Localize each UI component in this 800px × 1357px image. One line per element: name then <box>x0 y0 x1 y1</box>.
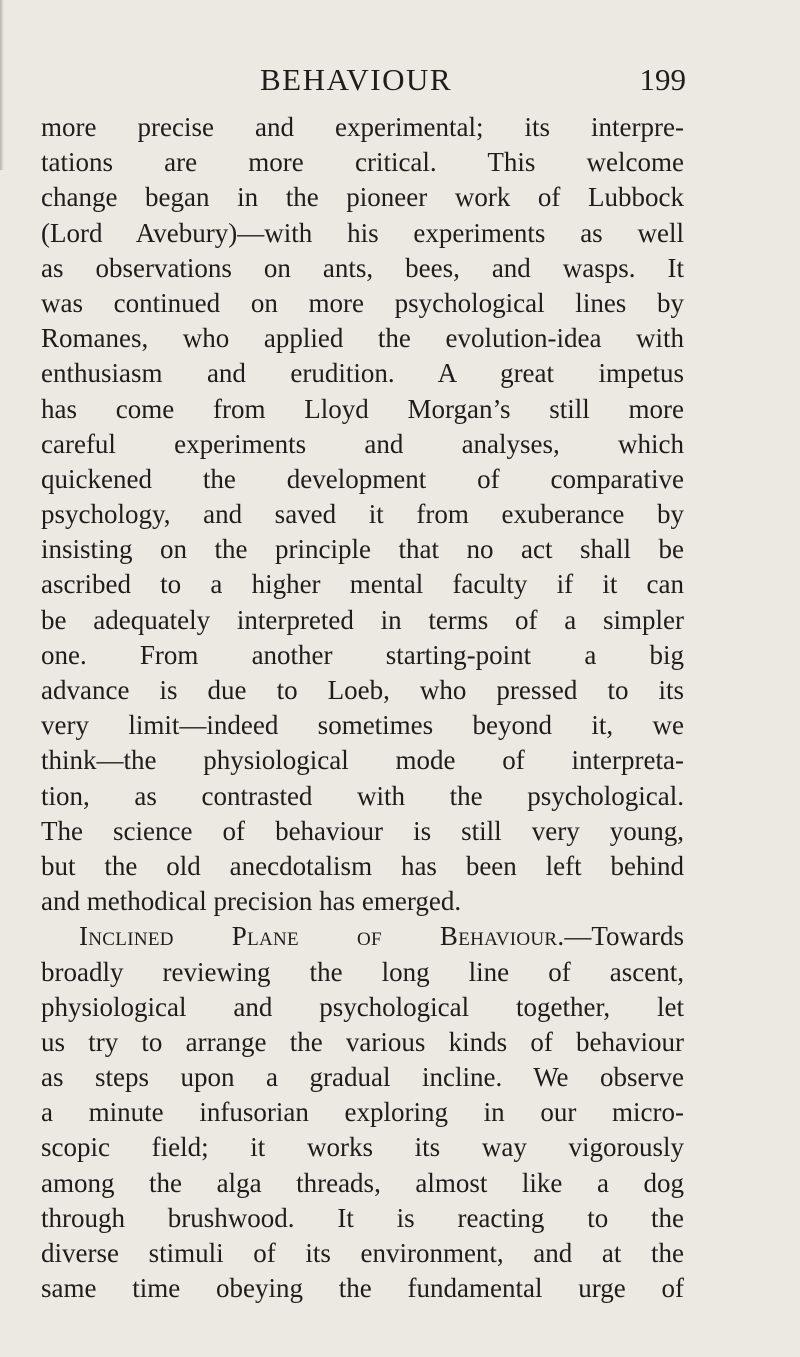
text-line: change began in the pioneer work of Lubbock <box>41 182 684 213</box>
text-line: has come from Lloyd Morgan’s still more <box>41 393 684 424</box>
text-line: more precise and experimental; its interpre- <box>41 112 684 142</box>
text-line: quickened the development of comparative <box>41 463 684 494</box>
text-line: diverse stimuli of its environment, and at the <box>41 1238 684 1268</box>
text-line: through brushwood. It is reacting to the <box>41 1202 684 1233</box>
running-head: BEHAVIOUR <box>260 62 453 97</box>
text-line: scopic field; it works its way vigorously <box>41 1132 684 1163</box>
text-line: physiological and psychological together, let <box>41 991 684 1022</box>
text-line: as observations on ants, bees, and wasps. It <box>41 252 684 283</box>
page-header <box>0 58 800 102</box>
text-line: be adequately interpreted in terms of a simpler <box>41 604 684 635</box>
paragraph-end-line: and methodical precision has emerged. <box>41 886 462 917</box>
text-line: tations are more critical. This welcome <box>41 147 684 178</box>
text-line: a minute infusorian exploring in our micro- <box>41 1097 684 1128</box>
text-line: advance is due to Loeb, who pressed to its <box>41 675 684 705</box>
section-heading-continuation: —Towards <box>564 921 684 952</box>
section-heading-line <box>41 919 684 954</box>
text-line: but the old anecdotalism has been left behind <box>41 850 684 881</box>
text-line: one. From another starting-point a big <box>41 639 684 670</box>
text-line: ascribed to a higher mental faculty if it can <box>41 569 684 600</box>
text-line: as steps upon a gradual incline. We observe <box>41 1062 684 1093</box>
text-line: broadly reviewing the long line of ascent, <box>41 956 684 987</box>
text-line: careful experiments and analyses, which <box>41 428 684 459</box>
text-line: The science of behaviour is still very young, <box>41 815 684 846</box>
text-line: among the alga threads, almost like a dog <box>41 1167 684 1198</box>
text-line: tion, as contrasted with the psychological. <box>41 780 684 811</box>
page-number: 199 <box>639 62 686 97</box>
text-line: was continued on more psychological lines by <box>41 287 684 318</box>
text-line: think—the physiological mode of interpreta- <box>41 745 684 776</box>
section-heading: Inclined Plane of Behaviour. <box>79 921 565 952</box>
text-line: insisting on the principle that no act shall be <box>41 534 684 565</box>
text-line: same time obeying the fundamental urge of <box>41 1273 684 1304</box>
text-line: us try to arrange the various kinds of behaviour <box>41 1026 684 1057</box>
text-line: enthusiasm and erudition. A great impetus <box>41 358 684 389</box>
text-line: very limit—indeed sometimes beyond it, we <box>41 710 684 741</box>
text-line: Romanes, who applied the evolution-idea with <box>41 323 684 354</box>
body-text <box>41 110 684 1306</box>
text-line: psychology, and saved it from exuberance by <box>41 499 684 530</box>
text-line: (Lord Avebury)—with his experiments as well <box>41 217 684 248</box>
